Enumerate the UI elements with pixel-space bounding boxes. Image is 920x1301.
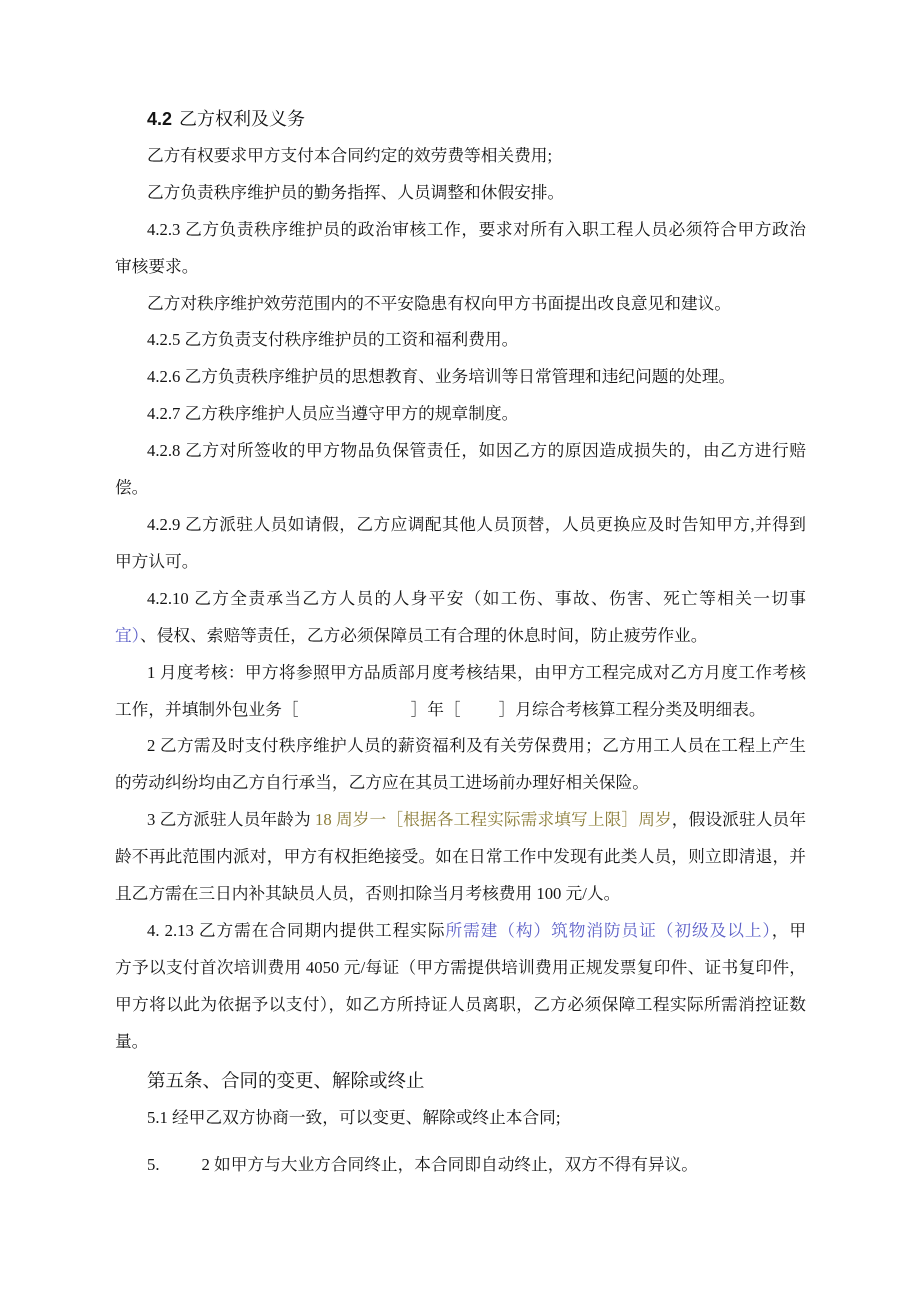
clause-4-2-8 [115, 433, 806, 507]
clause-5-1: 5.1 经甲乙双方协商一致，可以变更、解除或终止本合同; [147, 1108, 561, 1128]
item-monthly-assessment [115, 655, 806, 729]
clause-line [115, 692, 806, 729]
clause-4-2-6: 4.2.6 乙方负责秩序维护员的思想教育、业务培训等日常管理和违纪问题的处理。 [147, 367, 736, 387]
item-salary-insurance [115, 728, 806, 802]
clause-line [115, 913, 806, 950]
clause-text: 2 如甲方与大业方合同终止，本合同即自动终止，双方不得有异议。 [201, 1155, 698, 1175]
clause-line: 方予以支付首次培训费用 4050 元/每证（甲方需提供培训费用正规发票复印件、证书复印件， [115, 957, 806, 977]
clause-4-2-10 [115, 581, 806, 655]
clause-line: 且乙方需在三日内补其缺员人员，否则扣除当月考核费用 100 元/人。 [115, 884, 621, 904]
clause-line: 甲方认可。 [115, 551, 199, 571]
clause-line [115, 618, 806, 655]
highlighted-text: 所需建（构）筑物消防员证（初级及以上） [445, 920, 772, 940]
clause-text: ］年［ [410, 699, 461, 719]
item-staff-age [115, 802, 806, 913]
highlighted-text: 宜） [115, 625, 141, 645]
contract-body [115, 101, 806, 1184]
clause-line [115, 802, 806, 839]
clause-text: 、侵权、索赔等责任，乙方必须保障员工有合理的休息时间，防止疲劳作业。 [140, 625, 708, 645]
clause-4-2-13 [115, 913, 806, 1061]
section-title: 乙方权利及义务 [179, 109, 306, 129]
section-number: 4.2 [147, 109, 173, 129]
paragraph-fee-right: 乙方有权要求甲方支付本合同约定的效劳费等相关费用; [147, 145, 553, 165]
clause-text: ，甲 [771, 920, 807, 940]
clause-line: 的劳动纠纷均由乙方自行承当，乙方应在其员工进场前办理好相关保险。 [115, 773, 649, 793]
highlighted-text: 18 周岁一［根据各工程实际需求填写上限］周岁 [315, 810, 672, 830]
clause-text: 4. 2.13 乙方需在合同期内提供工程实际 [147, 920, 446, 940]
clause-text: 工作，并填制外包业务［ [115, 699, 299, 719]
clause-line: 4.2.9 乙方派驻人员如请假，乙方应调配其他人员顶替，人员更换应及时告知甲方,并得到 [147, 514, 806, 534]
clause-line: 甲方将以此为依据予以支付），如乙方所持证人员离职，乙方必须保障工程实际所需消控证数 [115, 994, 806, 1014]
paragraph-safety-advice: 乙方对秩序维护效劳范围内的不平安隐患有权向甲方书面提出改良意见和建议。 [147, 293, 732, 313]
clause-line: 偿。 [115, 478, 149, 498]
clause-line: 4.2.8 乙方对所签收的甲方物品负保管责任，如因乙方的原因造成损失的，由乙方进行赔 [147, 441, 806, 461]
clause-text: 3 乙方派驻人员年龄为 [147, 810, 316, 830]
clause-line: 2 乙方需及时支付秩序维护人员的薪资福利及有关劳保费用；乙方用工人员在工程上产生 [147, 736, 806, 756]
clause-number: 5. [147, 1155, 160, 1175]
clause-4-2-9 [115, 507, 806, 581]
clause-5-2 [115, 1147, 806, 1184]
clause-line: 1 月度考核：甲方将参照甲方品质部月度考核结果，由甲方工程完成对乙方月度工作考核 [147, 662, 806, 682]
clause-4-2-7: 4.2.7 乙方秩序维护人员应当遵守甲方的规章制度。 [147, 404, 519, 424]
clause-text: ］月综合考核算工程分类及明细表。 [498, 699, 766, 719]
section-5-heading: 第五条、合同的变更、解除或终止 [147, 1071, 425, 1092]
clause-text: ，假设派驻人员年 [671, 810, 807, 830]
clause-line: 审核要求。 [115, 256, 199, 276]
clause-4-2-3 [115, 212, 806, 286]
clause-line: 量。 [115, 1031, 149, 1051]
section-4-2-heading [115, 101, 806, 138]
clause-line: 龄不再此范围内派对，甲方有权拒绝接受。如在日常工作中发现有此类人员，则立即清退，并 [115, 847, 806, 867]
clause-line: 4.2.10 乙方全责承当乙方人员的人身平安（如工伤、事故、伤害、死亡等相关一切事 [147, 588, 806, 608]
clause-4-2-5: 4.2.5 乙方负责支付秩序维护员的工资和福利费用。 [147, 330, 519, 350]
paragraph-duty-command: 乙方负责秩序维护员的勤务指挥、人员调整和休假安排。 [147, 182, 565, 202]
clause-line: 4.2.3 乙方负责秩序维护员的政治审核工作，要求对所有入职工程人员必须符合甲方政治 [147, 219, 806, 239]
